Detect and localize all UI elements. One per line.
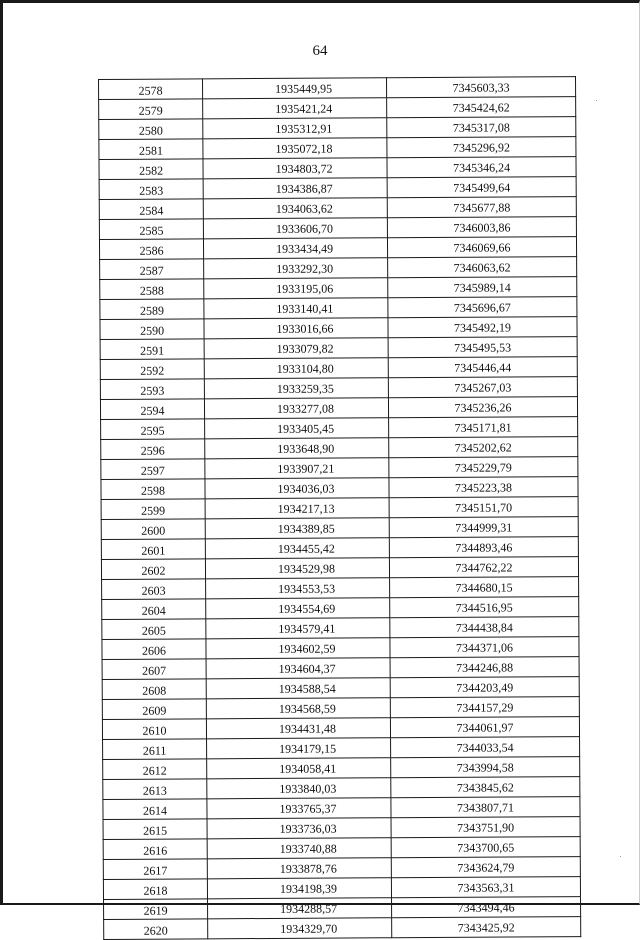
point-number-cell: 2600 — [101, 519, 205, 540]
y-coordinate-cell: 7345989,14 — [388, 277, 577, 298]
x-coordinate-cell: 1934579,41 — [206, 618, 390, 639]
y-coordinate-cell: 7343751,90 — [391, 817, 580, 838]
point-number-cell: 2584 — [99, 199, 203, 220]
y-coordinate-cell: 7343700,65 — [391, 837, 580, 858]
y-coordinate-cell: 7344157,29 — [390, 697, 579, 718]
point-number-cell: 2586 — [99, 239, 203, 260]
point-number-cell: 2588 — [100, 279, 204, 300]
point-number-cell: 2604 — [102, 599, 206, 620]
x-coordinate-cell: 1933277,08 — [204, 398, 388, 419]
x-coordinate-cell: 1933292,30 — [204, 258, 388, 279]
y-coordinate-cell: 7345495,53 — [388, 337, 577, 358]
y-coordinate-cell: 7345171,81 — [389, 417, 578, 438]
y-coordinate-cell: 7343425,92 — [392, 917, 581, 938]
point-number-cell: 2595 — [101, 419, 205, 440]
y-coordinate-cell: 7345446,44 — [388, 357, 577, 378]
point-number-cell: 2613 — [103, 779, 207, 800]
x-coordinate-cell: 1934568,59 — [206, 698, 390, 719]
x-coordinate-cell: 1933016,66 — [204, 318, 388, 339]
y-coordinate-cell: 7344061,97 — [390, 717, 579, 738]
point-number-cell: 2599 — [101, 499, 205, 520]
point-number-cell: 2602 — [101, 559, 205, 580]
x-coordinate-cell: 1933405,45 — [205, 418, 389, 439]
y-coordinate-cell: 7344893,46 — [389, 537, 578, 558]
x-coordinate-cell: 1934604,37 — [206, 658, 390, 679]
point-number-cell: 2585 — [99, 219, 203, 240]
x-coordinate-cell: 1934198,39 — [207, 878, 391, 899]
point-number-cell: 2582 — [99, 159, 203, 180]
x-coordinate-cell: 1934389,85 — [205, 518, 389, 539]
x-coordinate-cell: 1933079,82 — [204, 338, 388, 359]
y-coordinate-cell: 7345151,70 — [389, 497, 578, 518]
point-number-cell: 2598 — [101, 479, 205, 500]
y-coordinate-cell: 7344762,22 — [389, 557, 578, 578]
point-number-cell: 2620 — [104, 919, 208, 940]
y-coordinate-cell: 7344371,06 — [390, 637, 579, 658]
point-number-cell: 2611 — [103, 739, 207, 760]
point-number-cell: 2615 — [103, 819, 207, 840]
point-number-cell: 2619 — [104, 899, 208, 920]
y-coordinate-cell: 7345236,26 — [388, 397, 577, 418]
coordinates-table-body — [99, 77, 581, 940]
point-number-cell: 2583 — [99, 179, 203, 200]
x-coordinate-cell: 1933259,35 — [204, 378, 388, 399]
point-number-cell: 2578 — [99, 79, 203, 100]
y-coordinate-cell: 7345677,88 — [387, 197, 576, 218]
x-coordinate-cell: 1934553,53 — [206, 578, 390, 599]
point-number-cell: 2591 — [100, 339, 204, 360]
y-coordinate-cell: 7346003,86 — [387, 217, 576, 238]
point-number-cell: 2616 — [103, 839, 207, 860]
x-coordinate-cell: 1933907,21 — [205, 458, 389, 479]
x-coordinate-cell: 1933104,80 — [204, 358, 388, 379]
y-coordinate-cell: 7345499,64 — [387, 177, 576, 198]
x-coordinate-cell: 1933765,37 — [207, 798, 391, 819]
point-number-cell: 2596 — [101, 439, 205, 460]
x-coordinate-cell: 1935449,95 — [203, 78, 387, 99]
y-coordinate-cell: 7346063,62 — [388, 257, 577, 278]
page-number: 64 — [312, 43, 328, 59]
scan-speck — [596, 100, 597, 101]
x-coordinate-cell: 1933195,06 — [204, 278, 388, 299]
y-coordinate-cell: 7345346,24 — [387, 157, 576, 178]
y-coordinate-cell: 7345492,19 — [388, 317, 577, 338]
x-coordinate-cell: 1934288,57 — [208, 898, 392, 919]
point-number-cell: 2609 — [102, 699, 206, 720]
point-number-cell: 2606 — [102, 639, 206, 660]
point-number-cell: 2610 — [102, 719, 206, 740]
y-coordinate-cell: 7343494,46 — [392, 897, 581, 918]
x-coordinate-cell: 1933840,03 — [207, 778, 391, 799]
point-number-cell: 2594 — [100, 399, 204, 420]
x-coordinate-cell: 1935312,91 — [203, 118, 387, 139]
y-coordinate-cell: 7345603,33 — [386, 77, 575, 98]
table-row — [104, 917, 581, 940]
point-number-cell: 2590 — [100, 319, 204, 340]
y-coordinate-cell: 7344516,95 — [390, 597, 579, 618]
y-coordinate-cell: 7344246,88 — [390, 657, 579, 678]
x-coordinate-cell: 1933878,76 — [207, 858, 391, 879]
x-coordinate-cell: 1934179,15 — [207, 738, 391, 759]
point-number-cell: 2589 — [100, 299, 204, 320]
x-coordinate-cell: 1933140,41 — [204, 298, 388, 319]
y-coordinate-cell: 7343807,71 — [391, 797, 580, 818]
y-coordinate-cell: 7343845,62 — [391, 777, 580, 798]
point-number-cell: 2592 — [100, 359, 204, 380]
point-number-cell: 2607 — [102, 659, 206, 680]
y-coordinate-cell: 7344680,15 — [390, 577, 579, 598]
point-number-cell: 2605 — [102, 619, 206, 640]
point-number-cell: 2587 — [100, 259, 204, 280]
y-coordinate-cell: 7343994,58 — [391, 757, 580, 778]
x-coordinate-cell: 1935421,24 — [203, 98, 387, 119]
x-coordinate-cell: 1934386,87 — [203, 178, 387, 199]
y-coordinate-cell: 7344033,54 — [391, 737, 580, 758]
scan-speck — [620, 856, 621, 857]
y-coordinate-cell: 7345267,03 — [388, 377, 577, 398]
x-coordinate-cell: 1934803,72 — [203, 158, 387, 179]
y-coordinate-cell: 7346069,66 — [387, 237, 576, 258]
x-coordinate-cell: 1933434,49 — [203, 238, 387, 259]
point-number-cell: 2618 — [103, 879, 207, 900]
x-coordinate-cell: 1933740,88 — [207, 838, 391, 859]
x-coordinate-cell: 1934588,54 — [206, 678, 390, 699]
x-coordinate-cell: 1934455,42 — [205, 538, 389, 559]
point-number-cell: 2608 — [102, 679, 206, 700]
x-coordinate-cell: 1934217,13 — [205, 498, 389, 519]
point-number-cell: 2593 — [100, 379, 204, 400]
y-coordinate-cell: 7345223,38 — [389, 477, 578, 498]
x-coordinate-cell: 1934529,98 — [205, 558, 389, 579]
y-coordinate-cell: 7345424,62 — [387, 97, 576, 118]
point-number-cell: 2580 — [99, 119, 203, 140]
x-coordinate-cell: 1933606,70 — [203, 218, 387, 239]
x-coordinate-cell: 1934431,48 — [206, 718, 390, 739]
y-coordinate-cell: 7343563,31 — [391, 877, 580, 898]
x-coordinate-cell: 1935072,18 — [203, 138, 387, 159]
y-coordinate-cell: 7345296,92 — [387, 137, 576, 158]
point-number-cell: 2597 — [101, 459, 205, 480]
x-coordinate-cell: 1933648,90 — [205, 438, 389, 459]
x-coordinate-cell: 1934058,41 — [207, 758, 391, 779]
point-number-cell: 2601 — [101, 539, 205, 560]
x-coordinate-cell: 1934063,62 — [203, 198, 387, 219]
point-number-cell: 2617 — [103, 859, 207, 880]
coordinates-table — [98, 76, 581, 940]
x-coordinate-cell: 1934329,70 — [208, 918, 392, 939]
y-coordinate-cell: 7345229,79 — [389, 457, 578, 478]
y-coordinate-cell: 7343624,79 — [391, 857, 580, 878]
point-number-cell: 2614 — [103, 799, 207, 820]
point-number-cell: 2579 — [99, 99, 203, 120]
y-coordinate-cell: 7344999,31 — [389, 517, 578, 538]
y-coordinate-cell: 7345317,08 — [387, 117, 576, 138]
x-coordinate-cell: 1934554,69 — [206, 598, 390, 619]
y-coordinate-cell: 7344438,84 — [390, 617, 579, 638]
y-coordinate-cell: 7344203,49 — [390, 677, 579, 698]
point-number-cell: 2603 — [102, 579, 206, 600]
y-coordinate-cell: 7345202,62 — [389, 437, 578, 458]
y-coordinate-cell: 7345696,67 — [388, 297, 577, 318]
x-coordinate-cell: 1933736,03 — [207, 818, 391, 839]
x-coordinate-cell: 1934602,59 — [206, 638, 390, 659]
point-number-cell: 2581 — [99, 139, 203, 160]
x-coordinate-cell: 1934036,03 — [205, 478, 389, 499]
point-number-cell: 2612 — [103, 759, 207, 780]
